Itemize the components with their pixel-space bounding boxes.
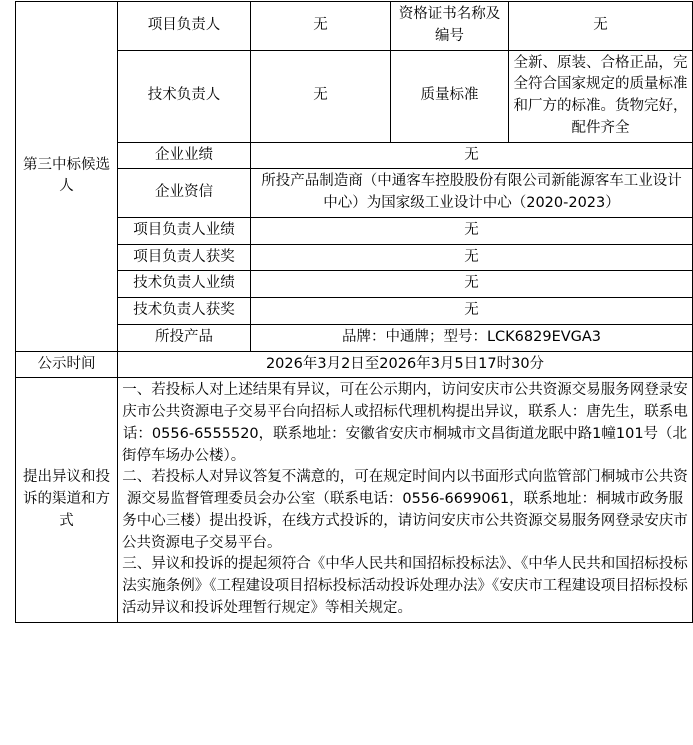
table-row (16, 324, 693, 351)
row-key-tech-performance: 技术负责人业绩 (118, 271, 251, 298)
complaint-paragraph-1: 一、若投标人对上述结果有异议，可在公示期内，访问安庆市公共资源交易服务网登录安庆市公共资源电子交易平台向招标人或招标代理机构提出异议，联系人：唐先生，联系电话：0556-6555520，联系地址：安徽省安庆市桐城市文昌街道龙眠中路1幢101号（北街停车场办公楼）。 (122, 382, 688, 464)
table-row-publicity-time (16, 351, 693, 378)
table-row (16, 271, 693, 298)
complaint-channel-content (118, 378, 693, 622)
table-row (16, 169, 693, 218)
row-value-tech-manager: 无 (251, 50, 391, 142)
complaint-channel-label: 提出异议和投诉的渠道和方式 (16, 378, 118, 622)
row-key-project-manager: 项目负责人 (118, 2, 251, 51)
table-row (16, 50, 693, 142)
row-key-pm-performance: 项目负责人业绩 (118, 217, 251, 244)
row-value-project-manager: 无 (251, 2, 391, 51)
complaint-paragraph-2: 二、若投标人对异议答复不满意的，可在规定时间内以书面形式向监管部门桐城市公共资源交易监督管理委员会办公室（联系电话：0556-6699061，联系地址：桐城市政务服务中心三楼）提出投诉，在线方式投诉的，请访问安庆市公共资源交易服务网登录安庆市公共资源电子交易平台。 (122, 469, 688, 551)
row-value-tech-performance: 无 (251, 271, 693, 298)
publicity-time-value: 2026年3月2日至2026年3月5日17时30分 (118, 351, 693, 378)
row-key-enterprise-credit: 企业资信 (118, 169, 251, 218)
row-value-enterprise-credit: 所投产品制造商（中通客车控股股份有限公司新能源客车工业设计中心）为国家级工业设计中心（2020-2023） (251, 169, 693, 218)
row-key-enterprise-performance: 企业业绩 (118, 142, 251, 169)
complaint-paragraph-3: 三、异议和投诉的提起须符合《中华人民共和国招标投标法》、《中华人民共和国招标投标法实施条例》《工程建设项目招标投标活动投诉处理办法》《安庆市工程建设项目招标投标活动异议和投诉处理暂行规定》等相关规定。 (122, 556, 688, 616)
row-key-product: 所投产品 (118, 324, 251, 351)
row-key-certificate: 资格证书名称及编号 (391, 2, 509, 51)
table-row (16, 2, 693, 51)
table-row (16, 244, 693, 271)
table-row-complaint (16, 378, 693, 622)
bid-result-table (15, 1, 693, 623)
row-key-pm-award: 项目负责人获奖 (118, 244, 251, 271)
row-key-tech-manager: 技术负责人 (118, 50, 251, 142)
row-value-pm-performance: 无 (251, 217, 693, 244)
table-row (16, 298, 693, 325)
candidate-section-label: 第三中标候选人 (16, 2, 118, 352)
row-key-quality-standard: 质量标准 (391, 50, 509, 142)
row-value-pm-award: 无 (251, 244, 693, 271)
row-value-product: 品牌：中通牌；型号：LCK6829EVGA3 (251, 324, 693, 351)
row-value-enterprise-performance: 无 (251, 142, 693, 169)
row-key-tech-award: 技术负责人获奖 (118, 298, 251, 325)
table-row (16, 142, 693, 169)
table-row (16, 217, 693, 244)
row-value-quality-standard: 全新、原装、合格正品，完全符合国家规定的质量标准和厂方的标准。货物完好，配件齐全 (509, 50, 693, 142)
row-value-tech-award: 无 (251, 298, 693, 325)
row-value-certificate: 无 (509, 2, 693, 51)
publicity-time-label: 公示时间 (16, 351, 118, 378)
